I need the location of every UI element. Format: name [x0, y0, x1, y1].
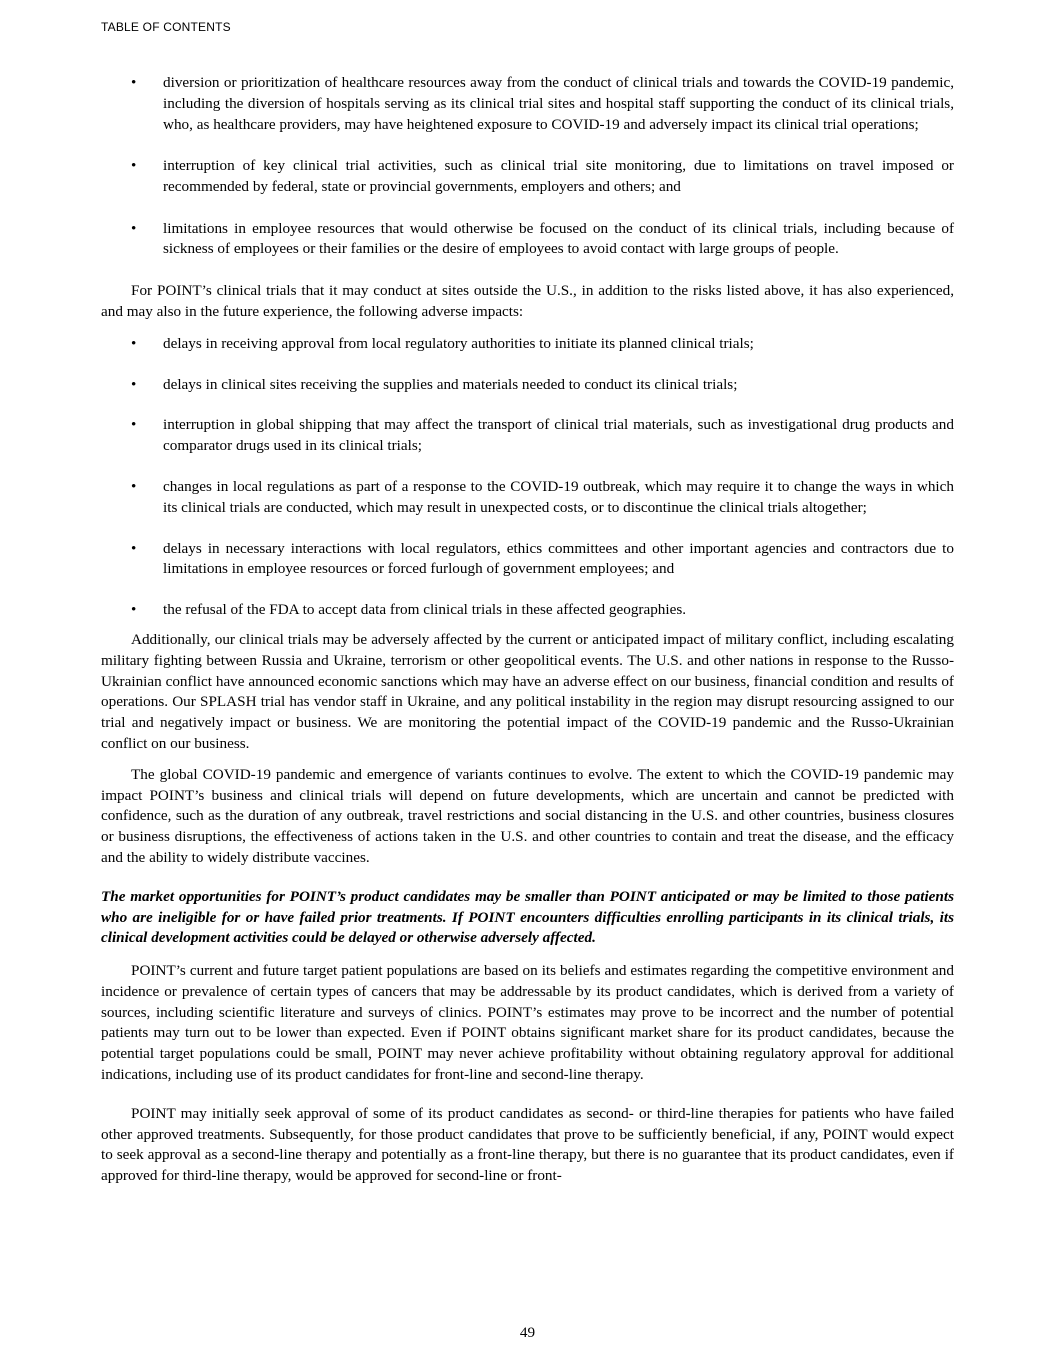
paragraph-military-conflict: Additionally, our clinical trials may be adversely affected by the current or anticipated impact of military conflict, including escalating military fighting between Russia and Ukraine, terrorism or other geopolitical events. The U.S. and other nations in response to the Russo-Ukrainian conflict have announced economic sanctions which may have an adverse effect on our business, financial condition and results of operations. Our SPLASH trial has vendor staff in Ukraine, and any political instability in the region may disrupt resourcing assigned to our trial and negatively impact or business. We are monitoring the potential impact of the COVID-19 pandemic and the Russo-Ukrainian conflict on our business.	[101, 630, 954, 752]
bullet-icon: •	[131, 416, 137, 434]
bullet-icon: •	[131, 375, 137, 393]
bullet-text: limitations in employee resources that would otherwise be focused on the conduct of its clinical trials, including because of sickness of employees or their families or the desire of employees to avoid contact with large groups of people.	[163, 219, 954, 258]
bullet-icon: •	[131, 477, 137, 495]
list-item	[101, 477, 954, 519]
list-item	[101, 600, 954, 621]
bullet-text: diversion or prioritization of healthcare resources away from the conduct of clinical trials and towards the COVID-19 pandemic, including the diversion of hospitals serving as its clinical trial sites and hospital staff supporting the conduct of its clinical trials, who, as healthcare providers, may have heightened exposure to COVID-19 and adversely impact its clinical trial operations;	[163, 74, 954, 133]
list-item	[101, 156, 954, 198]
bullet-text: interruption of key clinical trial activities, such as clinical trial site monitoring, due to limitations on travel imposed or recommended by federal, state or provincial governments, employers and others; and	[163, 157, 954, 195]
list-item	[101, 219, 954, 261]
bullet-icon: •	[131, 74, 137, 91]
paragraph-initial-approval: POINT may initially seek approval of some of its product candidates as second- or third-line therapies for patients who have failed other approved treatments. Subsequently, for those product candidates that prove to be sufficiently beneficial, if any, POINT would expect to seek approval as a second-line therapy and potentially as a front-line therapy, but there is no guarantee that its product candidates, even if approved for third-line therapy, would be approved for second-line or front-	[101, 1104, 954, 1185]
covid-impact-bullet-list	[101, 73, 954, 260]
bullet-icon: •	[131, 219, 137, 237]
bullet-text: interruption in global shipping that may affect the transport of clinical trial materials, such as investigational drug products and comparator drugs used in its clinical trials;	[163, 416, 954, 455]
list-item	[101, 73, 954, 135]
paragraph-target-populations: POINT’s current and future target patient populations are based on its beliefs and estimates regarding the competitive environment and incidence or prevalence of certain types of cancers that may be addressable by its product candidates, which is derived from a variety of sources, including scientific literature and surveys of clinics. POINT’s estimates may prove to be incorrect and the number of potential patients may turn out to be lower than expected. Even if POINT obtains significant market share for its product candidates, because the potential target populations could be small, POINT may never achieve profitability without obtaining regulatory approval for additional indications, including use of its product candidates for front-line and second-line therapy.	[101, 962, 954, 1084]
bullet-text: delays in clinical sites receiving the supplies and materials needed to conduct its clinical trials;	[163, 375, 738, 393]
intro-paragraph: For POINT’s clinical trials that it may conduct at sites outside the U.S., in addition to the risks listed above, it has also experienced, and may also in the future experience, the following adverse impacts:	[101, 282, 954, 320]
bullet-text: delays in receiving approval from local regulatory authorities to initiate its planned clinical trials;	[163, 334, 754, 352]
table-of-contents-link[interactable]: TABLE OF CONTENTS	[101, 20, 231, 34]
bullet-text: the refusal of the FDA to accept data from clinical trials in these affected geographies.	[163, 601, 687, 619]
bullet-icon: •	[131, 601, 137, 619]
foreign-sites-bullet-list	[101, 334, 954, 621]
bullet-icon: •	[131, 539, 137, 557]
list-item	[101, 375, 954, 396]
list-item	[101, 334, 954, 355]
bullet-text: changes in local regulations as part of a response to the COVID-19 outbreak, which may require it to change the ways in which its clinical trials are conducted, which may result in unexpected costs, or to discontinue the clinical trials altogether;	[163, 477, 954, 516]
bullet-icon: •	[131, 157, 137, 175]
list-item	[101, 415, 954, 457]
bullet-icon: •	[131, 334, 137, 352]
section-heading: The market opportunities for POINT’s product candidates may be smaller than POINT anticipated or may be limited to those patients who are ineligible for or have failed prior treatments. If POINT encounters difficulties enrolling participants in its clinical trials, its clinical development activities could be delayed or otherwise adversely affected.	[101, 887, 954, 947]
bullet-text: delays in necessary interactions with local regulators, ethics committees and other important agencies and contractors due to limitations in employee resources or forced furlough of government employees; and	[163, 539, 954, 578]
paragraph-global-pandemic: The global COVID-19 pandemic and emergence of variants continues to evolve. The extent to which the COVID-19 pandemic may impact POINT’s business and clinical trials will depend on future developments, which are uncertain and cannot be predicted with confidence, such as the duration of any outbreak, travel restrictions and social distancing in the U.S. and other countries, business closures or business disruptions, the effectiveness of actions taken in the U.S. and other countries to contain and treat the disease, and the efficacy and the ability to widely distribute vaccines.	[101, 765, 954, 866]
list-item	[101, 539, 954, 581]
document-body	[101, 73, 954, 1187]
page-number: 49	[519, 1324, 536, 1341]
